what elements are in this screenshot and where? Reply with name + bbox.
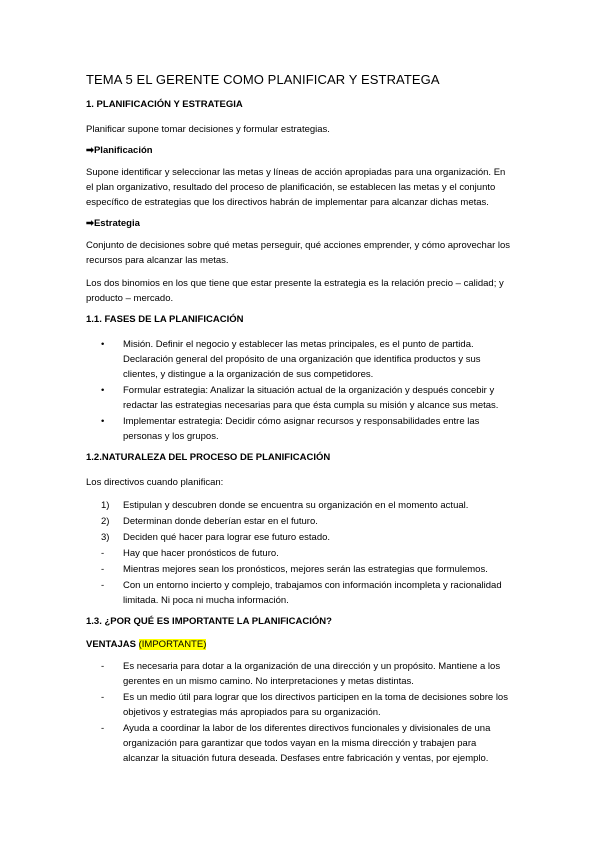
- planificacion-subheading: [86, 145, 513, 156]
- list-item: • Formular estrategia: Analizar la situación actual de la organización y después concebir y redactar las estrategias necesarias para que ésta cumpla su misión y alcance sus metas.: [101, 385, 499, 411]
- arrow-right-icon: ➡: [86, 145, 94, 156]
- list-item: - Hay que hacer pronósticos de futuro.: [101, 548, 279, 559]
- section-1-heading: 1. PLANIFICACIÓN Y ESTRATEGIA: [86, 99, 243, 110]
- list-item: - Ayuda a coordinar la labor de los diferentes directivos funcionales y divisionales de una organización para garantizar que todos vayan en la misma dirección y trabajen para alcanzar la situación futura deseada. Desfases entre fabricación y ventas, por ejemplo.: [101, 723, 491, 764]
- fases-list: [86, 337, 513, 444]
- ventajas-subheading: [86, 639, 513, 650]
- arrow-right-icon: ➡: [86, 218, 94, 229]
- section-1-intro: Planificar supone tomar decisiones y formular estrategias.: [86, 124, 330, 135]
- list-item: - Es un medio útil para lograr que los directivos participen en la toma de decisiones sobre los objetivos y estrategias más apropiados para su organización.: [101, 692, 508, 718]
- estrategia-subheading: [86, 218, 513, 229]
- list-item: - Es necesaria para dotar a la organización de una dirección y un propósito. Mantiene a los gerentes en un mismo camino. No interpretaciones y metas distintas.: [101, 661, 501, 687]
- bullet-icon: •: [101, 385, 105, 396]
- estrategia-label: Estrategia: [93, 218, 140, 229]
- naturaleza-list: [86, 498, 513, 608]
- list-item: - Mientras mejores sean los pronósticos, mejores serán las estrategias que formulemos.: [101, 564, 488, 575]
- ventajas-label: VENTAJAS: [86, 639, 136, 650]
- binomios-paragraph: Los dos binomios en los que tiene que estar presente la estrategia es la relación precio – calidad; y producto – mercado.: [86, 278, 504, 304]
- bullet-icon: •: [101, 416, 105, 427]
- document-title: TEMA 5 EL GERENTE COMO PLANIFICAR Y ESTRATEGA: [86, 72, 440, 87]
- importante-highlight: (IMPORTANTE): [138, 639, 207, 650]
- section-1-2-intro: Los directivos cuando planifican:: [86, 477, 224, 488]
- planificacion-paragraph: Supone identificar y seleccionar las metas y líneas de acción apropiadas para una organización. En el plan organizativo, resultado del proceso de planificación, se establecen las metas y el conjunto específico de estrategias que los directivos habrán de implementar para alcanzar dichas metas.: [86, 167, 506, 208]
- list-item: - Con un entorno incierto y complejo, trabajamos con información incompleta y racionalidad limitada. Ni poca ni mucha información.: [101, 580, 502, 606]
- section-1-1-heading: 1.1. FASES DE LA PLANIFICACIÓN: [86, 314, 244, 325]
- estrategia-paragraph: Conjunto de decisiones sobre qué metas perseguir, qué acciones emprender, y cómo aprovechar los recursos para alcanzar las metas.: [86, 240, 511, 266]
- section-1-2-heading: 1.2.NATURALEZA DEL PROCESO DE PLANIFICACIÓN: [86, 452, 331, 463]
- section-1-3-heading: 1.3. ¿POR QUÉ ES IMPORTANTE LA PLANIFICACIÓN?: [86, 616, 332, 627]
- planificacion-label: Planificación: [93, 145, 153, 156]
- list-item: 1) Estipulan y descubren donde se encuentra su organización en el momento actual.: [101, 500, 469, 511]
- list-item: 2) Determinan donde deberían estar en el futuro.: [101, 516, 318, 527]
- bullet-icon: •: [101, 339, 105, 350]
- list-item: • Misión. Definir el negocio y establecer las metas principales, es el punto de partida. Declaración general del propósito de una organización que identifica productos y sus clientes, y distingue a la organización de sus competidores.: [101, 339, 481, 380]
- ventajas-list: [86, 659, 513, 766]
- list-item: • Implementar estrategia: Decidir cómo asignar recursos y responsabilidades entre las personas y los grupos.: [101, 416, 480, 442]
- list-item: 3) Deciden qué hacer para lograr ese futuro estado.: [101, 532, 331, 543]
